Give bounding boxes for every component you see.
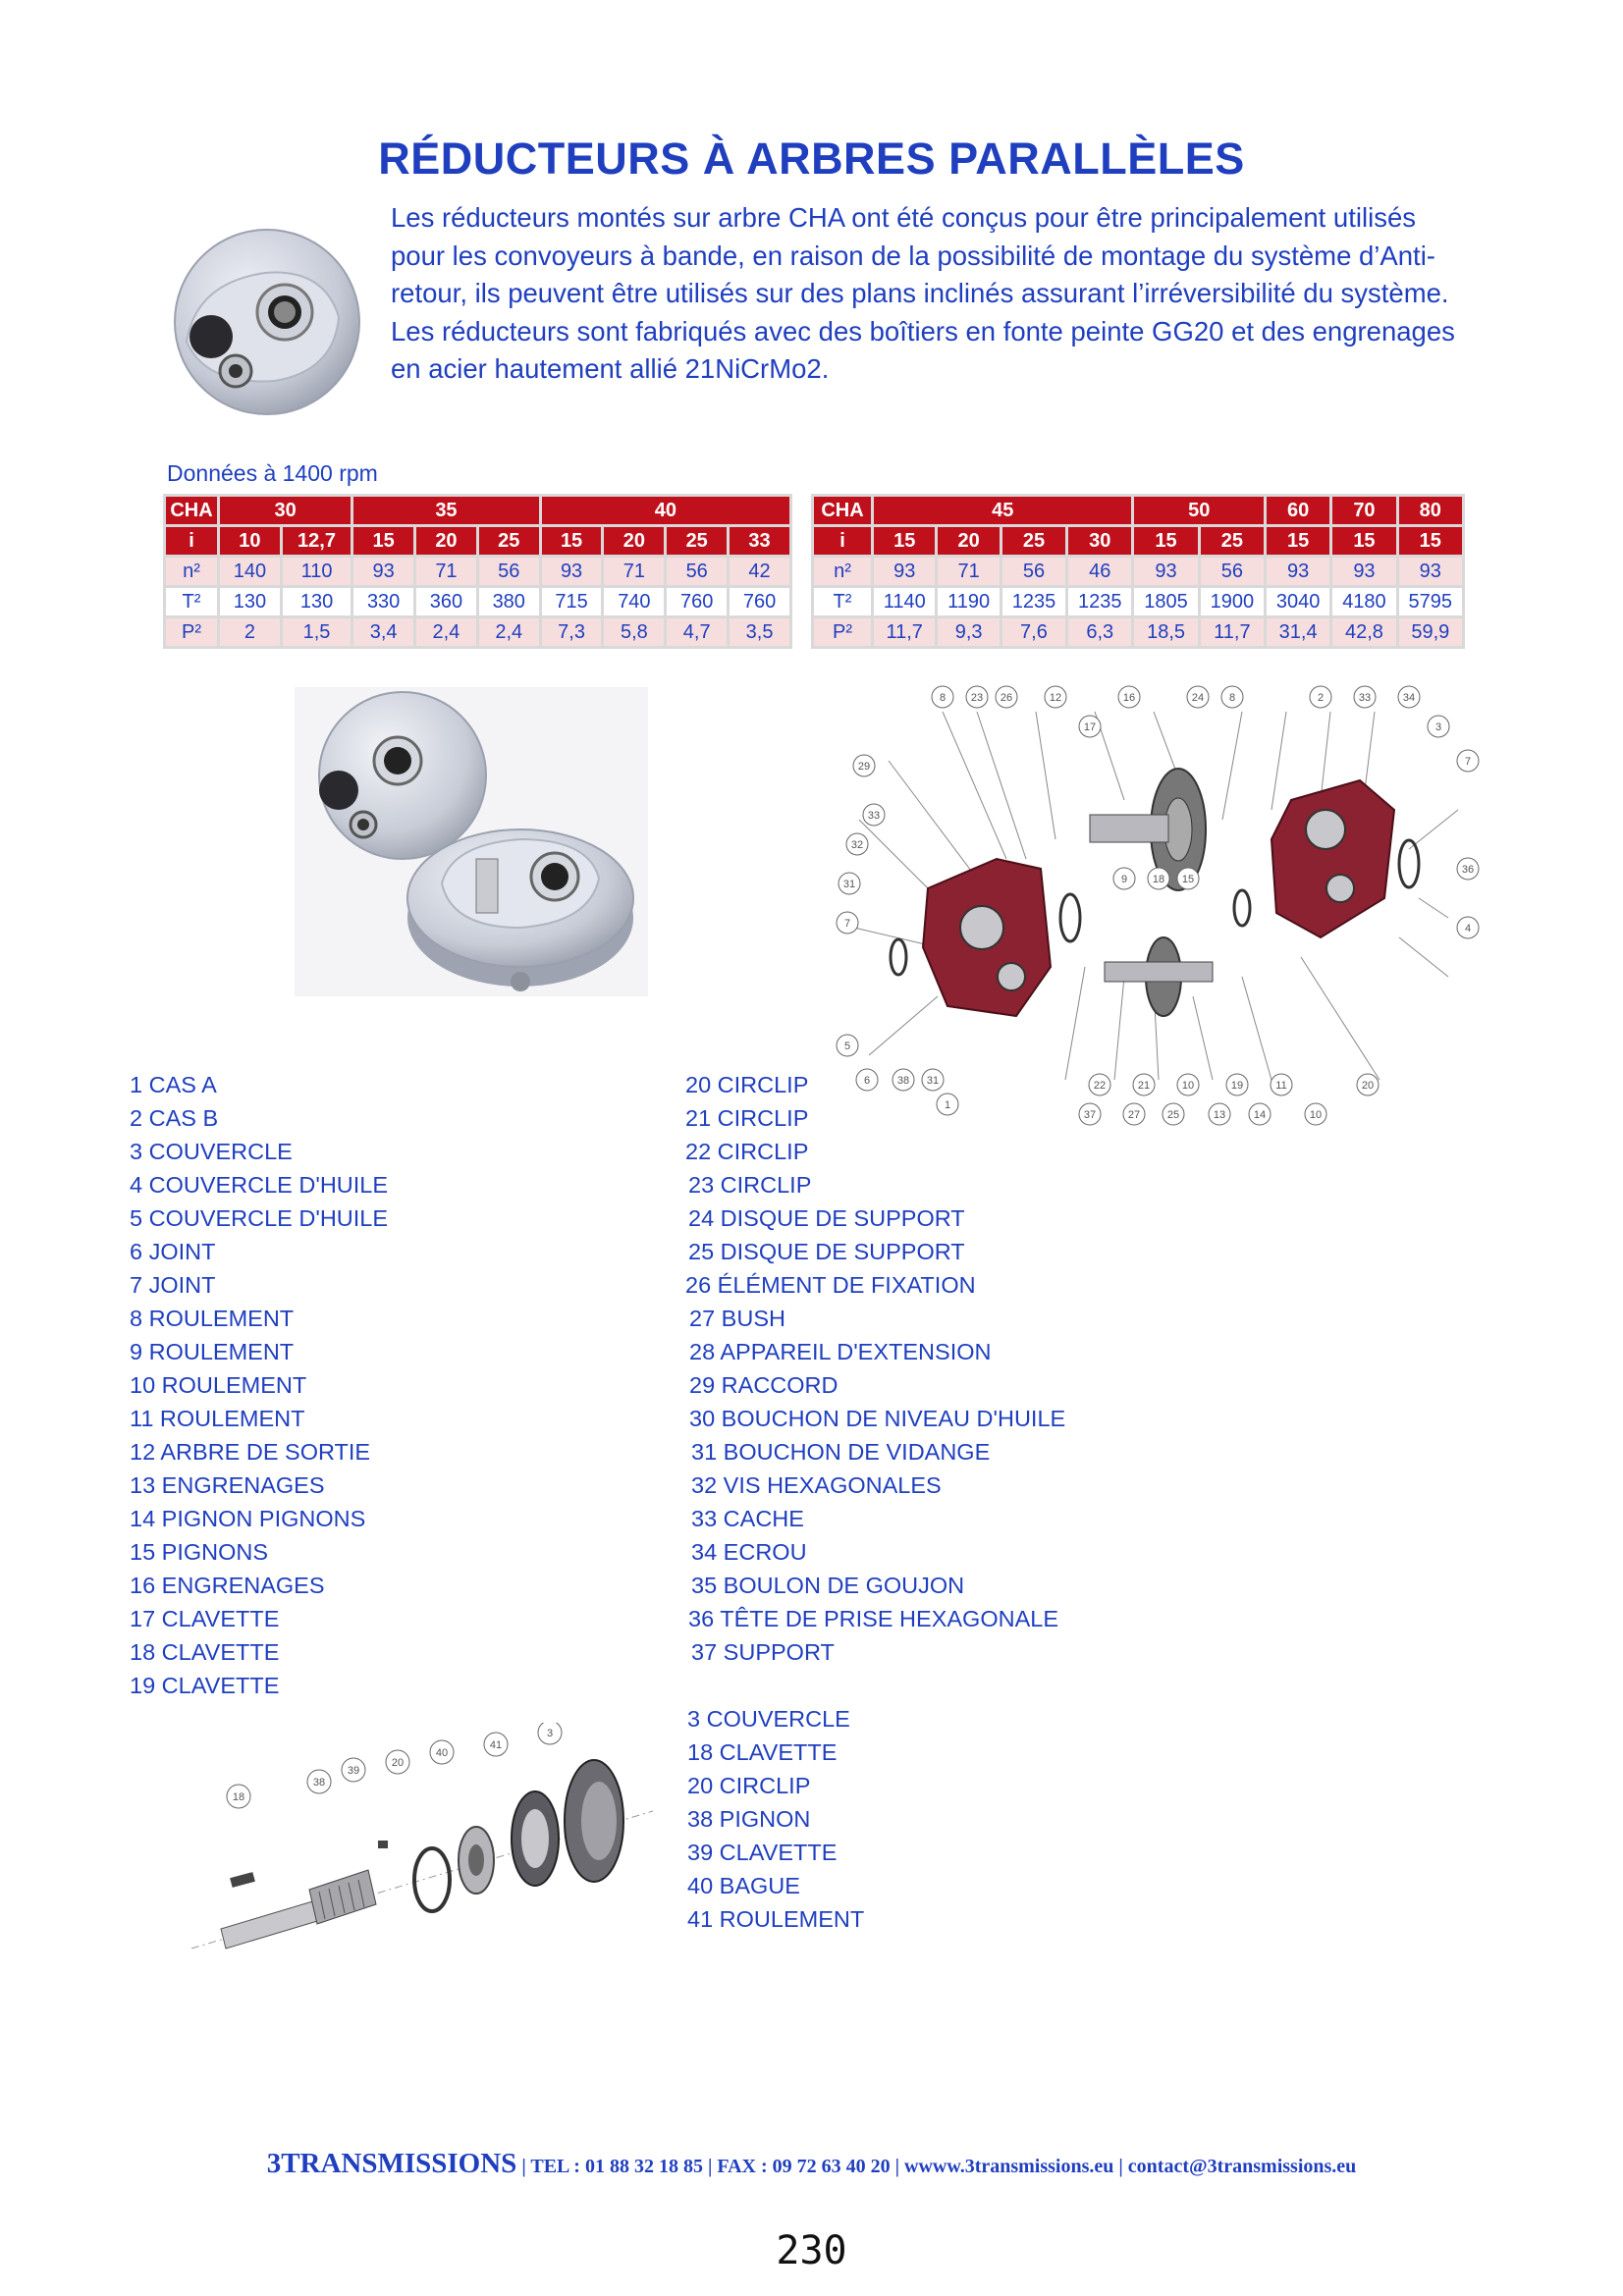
callout-label xyxy=(1457,917,1479,938)
callout-label xyxy=(1221,686,1243,708)
callout-label xyxy=(966,686,988,708)
table-cell: 9,3 xyxy=(938,618,999,646)
callout-label xyxy=(1357,1074,1379,1095)
table-cell: 3040 xyxy=(1267,588,1329,615)
svg-text:25: 25 xyxy=(1166,1109,1180,1121)
intro-paragraph xyxy=(391,199,1504,389)
list-item: 24 DISQUE DE SUPPORT xyxy=(688,1205,965,1231)
list-item: 34 ECROU xyxy=(691,1539,807,1565)
list-item: 18 CLAVETTE xyxy=(687,1739,838,1765)
footer-brand: 3TRANSMISSIONS xyxy=(266,2148,517,2179)
callout-label xyxy=(837,1035,858,1056)
table-cell: 12,7 xyxy=(283,527,351,555)
svg-text:39: 39 xyxy=(347,1765,360,1777)
svg-text:13: 13 xyxy=(1213,1109,1226,1121)
table-header-cell: CHA xyxy=(166,497,217,524)
spec-table-left xyxy=(163,494,792,649)
svg-text:7: 7 xyxy=(1464,756,1472,768)
list-item: 8 ROULEMENT xyxy=(130,1306,295,1331)
svg-text:41: 41 xyxy=(489,1739,503,1751)
table-cell: 42,8 xyxy=(1332,618,1395,646)
table-cell: 110 xyxy=(283,558,351,585)
callout-label xyxy=(1457,858,1479,880)
list-item: 26 ÉLÉMENT DE FIXATION xyxy=(685,1272,976,1298)
table-cell: 93 xyxy=(874,558,935,585)
table-cell: 330 xyxy=(353,588,413,615)
table-header-cell: 50 xyxy=(1134,497,1264,524)
list-item: 17 CLAVETTE xyxy=(130,1606,280,1631)
svg-text:32: 32 xyxy=(850,839,864,851)
svg-text:21: 21 xyxy=(1137,1080,1151,1092)
table-cell: 71 xyxy=(938,558,999,585)
table-cell: 130 xyxy=(220,588,280,615)
svg-text:27: 27 xyxy=(1127,1109,1141,1121)
callout-label xyxy=(1354,686,1376,708)
list-item: 16 ENGRENAGES xyxy=(130,1573,325,1598)
svg-text:11: 11 xyxy=(1275,1080,1287,1092)
svg-text:20: 20 xyxy=(1361,1080,1375,1092)
list-item: 2 CAS B xyxy=(130,1105,219,1131)
list-item: 27 BUSH xyxy=(689,1306,785,1331)
svg-text:38: 38 xyxy=(312,1777,326,1789)
list-item: 28 APPAREIL D'EXTENSION xyxy=(689,1339,992,1364)
list-item: 31 BOUCHON DE VIDANGE xyxy=(691,1439,991,1465)
table-cell: 1805 xyxy=(1134,588,1197,615)
table-cell: 93 xyxy=(1267,558,1329,585)
list-item: 25 DISQUE DE SUPPORT xyxy=(688,1239,965,1264)
callout-label xyxy=(1118,686,1140,708)
intro-line: Les réducteurs montés sur arbre CHA ont été conçus pour être principalement utilisés xyxy=(391,202,1416,233)
list-item: 6 JOINT xyxy=(130,1239,216,1264)
table-cell: 15 xyxy=(1399,527,1462,555)
callout-label xyxy=(1133,1074,1155,1095)
callout-label xyxy=(996,686,1017,708)
callout-label xyxy=(1209,1103,1230,1125)
table-cell: 25 xyxy=(479,527,539,555)
footer-contact xyxy=(0,2148,1623,2180)
svg-text:4: 4 xyxy=(1464,923,1472,934)
list-item: 1 CAS A xyxy=(130,1072,217,1097)
list-item: 23 CIRCLIP xyxy=(688,1172,812,1198)
svg-text:22: 22 xyxy=(1093,1080,1107,1092)
table-cell: 56 xyxy=(479,558,539,585)
table-cell: 15 xyxy=(1134,527,1197,555)
svg-text:18: 18 xyxy=(1152,874,1165,885)
callout-label xyxy=(839,873,860,894)
table-cell: 740 xyxy=(604,588,664,615)
svg-text:1: 1 xyxy=(944,1099,951,1111)
callout-label xyxy=(863,804,885,826)
table-cell: 3,5 xyxy=(730,618,789,646)
list-item: 37 SUPPORT xyxy=(691,1639,835,1665)
callout-label xyxy=(227,1785,250,1808)
callout-label xyxy=(1249,1103,1271,1125)
callout-label xyxy=(853,755,875,776)
svg-text:33: 33 xyxy=(1358,692,1372,704)
callout-label xyxy=(1226,1074,1248,1095)
list-item: 32 VIS HEXAGONALES xyxy=(691,1472,942,1498)
table-cell: 1,5 xyxy=(283,618,351,646)
callout-label xyxy=(1113,868,1135,889)
table-cell: 1235 xyxy=(1068,588,1131,615)
callout-label xyxy=(1310,686,1331,708)
svg-text:15: 15 xyxy=(1181,874,1195,885)
callout-label xyxy=(386,1750,409,1774)
svg-text:19: 19 xyxy=(1230,1080,1244,1092)
list-item: 4 COUVERCLE D'HUILE xyxy=(130,1172,389,1198)
callout-label xyxy=(837,912,858,934)
table-cell: 56 xyxy=(1201,558,1264,585)
callout-label xyxy=(538,1723,562,1744)
table-cell: 56 xyxy=(667,558,727,585)
list-item: 35 BOULON DE GOUJON xyxy=(691,1573,965,1598)
table-cell: 93 xyxy=(542,558,602,585)
row-label: T² xyxy=(814,588,871,615)
data-caption: Données à 1400 rpm xyxy=(167,460,378,486)
table-header-cell: 35 xyxy=(353,497,538,524)
svg-text:2: 2 xyxy=(1317,692,1325,704)
list-item: 5 COUVERCLE D'HUILE xyxy=(130,1205,389,1231)
table-cell: 4180 xyxy=(1332,588,1395,615)
list-item: 15 PIGNONS xyxy=(130,1539,269,1565)
svg-text:18: 18 xyxy=(232,1791,245,1803)
table-cell: 42 xyxy=(730,558,789,585)
list-item: 30 BOUCHON DE NIVEAU D'HUILE xyxy=(689,1406,1066,1431)
list-item: 18 CLAVETTE xyxy=(130,1639,280,1665)
svg-text:37: 37 xyxy=(1083,1109,1097,1121)
table-cell: 140 xyxy=(220,558,280,585)
list-item: 20 CIRCLIP xyxy=(685,1072,809,1097)
table-cell: 33 xyxy=(730,527,789,555)
table-cell: 11,7 xyxy=(874,618,935,646)
table-cell: 130 xyxy=(283,588,351,615)
svg-text:34: 34 xyxy=(1402,692,1416,704)
parts-list-kit xyxy=(687,1702,864,1936)
callout-label xyxy=(1045,686,1066,708)
table-cell: 93 xyxy=(1134,558,1197,585)
svg-text:17: 17 xyxy=(1083,721,1097,733)
list-item: 13 ENGRENAGES xyxy=(130,1472,325,1498)
table-cell: 7,6 xyxy=(1002,618,1065,646)
row-label: P² xyxy=(814,618,871,646)
row-label: i xyxy=(814,527,871,555)
page-title: RÉDUCTEURS À ARBRES PARALLÈLES xyxy=(378,133,1245,184)
table-cell: 59,9 xyxy=(1399,618,1462,646)
svg-text:23: 23 xyxy=(970,692,984,704)
table-cell: 18,5 xyxy=(1134,618,1197,646)
svg-text:38: 38 xyxy=(896,1075,910,1087)
callout-label xyxy=(1177,1074,1199,1095)
table-cell: 1190 xyxy=(938,588,999,615)
list-item: 29 RACCORD xyxy=(689,1372,839,1398)
table-cell: 380 xyxy=(479,588,539,615)
svg-text:33: 33 xyxy=(867,810,881,822)
list-item: 3 COUVERCLE xyxy=(687,1706,850,1732)
row-label: n² xyxy=(814,558,871,585)
gearbox-photo-pair xyxy=(295,687,648,996)
table-cell: 2,4 xyxy=(416,618,476,646)
svg-text:36: 36 xyxy=(1461,864,1475,876)
table-cell: 15 xyxy=(1267,527,1329,555)
svg-text:3: 3 xyxy=(546,1728,554,1739)
list-item: 7 JOINT xyxy=(130,1272,216,1298)
table-cell: 1235 xyxy=(1002,588,1065,615)
svg-text:24: 24 xyxy=(1191,692,1205,704)
svg-text:3: 3 xyxy=(1434,721,1442,733)
row-label: i xyxy=(166,527,217,555)
list-item: 20 CIRCLIP xyxy=(687,1773,811,1798)
list-item: 22 CIRCLIP xyxy=(685,1139,809,1164)
callout-label xyxy=(1271,1074,1292,1095)
table-cell: 71 xyxy=(604,558,664,585)
table-cell: 93 xyxy=(353,558,413,585)
table-cell: 15 xyxy=(353,527,413,555)
list-item: 10 ROULEMENT xyxy=(130,1372,307,1398)
row-label: P² xyxy=(166,618,217,646)
callout-label xyxy=(846,833,868,855)
table-header-cell: 60 xyxy=(1267,497,1329,524)
row-label: T² xyxy=(166,588,217,615)
spec-table-right xyxy=(811,494,1465,649)
table-cell: 25 xyxy=(1201,527,1264,555)
table-header-cell: 30 xyxy=(220,497,351,524)
table-cell: 3,4 xyxy=(353,618,413,646)
svg-text:12: 12 xyxy=(1049,692,1062,704)
list-item: 3 COUVERCLE xyxy=(130,1139,293,1164)
callout-label xyxy=(1398,686,1420,708)
table-cell: 25 xyxy=(1002,527,1065,555)
callout-label xyxy=(1079,1103,1101,1125)
table-cell: 30 xyxy=(1068,527,1131,555)
table-cell: 760 xyxy=(730,588,789,615)
svg-text:9: 9 xyxy=(1120,874,1128,885)
table-cell: 2,4 xyxy=(479,618,539,646)
table-cell: 1900 xyxy=(1201,588,1264,615)
page-number: 230 xyxy=(776,2228,847,2273)
callout-label xyxy=(1123,1103,1145,1125)
list-item: 41 ROULEMENT xyxy=(687,1906,865,1932)
list-item: 12 ARBRE DE SORTIE xyxy=(130,1439,371,1465)
callout-label xyxy=(342,1758,365,1782)
table-cell: 1140 xyxy=(874,588,935,615)
table-cell: 56 xyxy=(1002,558,1065,585)
table-cell: 25 xyxy=(667,527,727,555)
table-cell: 20 xyxy=(604,527,664,555)
list-item: 36 TÊTE DE PRISE HEXAGONALE xyxy=(688,1606,1058,1631)
table-header-cell: 70 xyxy=(1332,497,1395,524)
table-cell: 11,7 xyxy=(1201,618,1264,646)
table-cell: 2 xyxy=(220,618,280,646)
table-cell: 31,4 xyxy=(1267,618,1329,646)
svg-text:10: 10 xyxy=(1181,1080,1195,1092)
svg-text:31: 31 xyxy=(926,1075,940,1087)
table-cell: 5795 xyxy=(1399,588,1462,615)
callout-label xyxy=(1428,716,1449,737)
list-item: 38 PIGNON xyxy=(687,1806,811,1832)
table-cell: 93 xyxy=(1332,558,1395,585)
table-header-cell: 80 xyxy=(1399,497,1462,524)
table-cell: 15 xyxy=(542,527,602,555)
parts-list-right xyxy=(685,1068,1065,1669)
svg-text:14: 14 xyxy=(1253,1109,1267,1121)
intro-line: pour les convoyeurs à bande, en raison de la possibilité de montage du système d’Anti- xyxy=(391,240,1435,271)
table-cell: 7,3 xyxy=(542,618,602,646)
table-cell: 760 xyxy=(667,588,727,615)
intro-line: en acier hautement allié 21NiCrMo2. xyxy=(391,353,830,384)
list-item: 21 CIRCLIP xyxy=(685,1105,809,1131)
callout-label xyxy=(484,1733,508,1756)
list-item: 11 ROULEMENT xyxy=(130,1406,305,1431)
table-cell: 360 xyxy=(416,588,476,615)
table-cell: 4,7 xyxy=(667,618,727,646)
svg-text:29: 29 xyxy=(857,761,871,773)
table-cell: 5,8 xyxy=(604,618,664,646)
table-cell: 46 xyxy=(1068,558,1131,585)
gearbox-photo-top xyxy=(157,224,373,420)
svg-text:31: 31 xyxy=(842,879,856,890)
callout-label xyxy=(307,1770,331,1793)
callout-label xyxy=(1305,1103,1326,1125)
svg-text:8: 8 xyxy=(939,692,947,704)
svg-text:10: 10 xyxy=(1309,1109,1323,1121)
callout-label xyxy=(1163,1103,1184,1125)
table-header-cell: CHA xyxy=(814,497,871,524)
svg-text:6: 6 xyxy=(863,1075,871,1087)
footer-contact-details: | TEL : 01 88 32 18 85 | FAX : 09 72 63 40 20 | wwww.3transmissions.eu | contact@3transmissions.eu xyxy=(516,2156,1357,2177)
list-item: 40 BAGUE xyxy=(687,1873,800,1898)
table-header-cell: 45 xyxy=(874,497,1131,524)
callout-label xyxy=(1177,868,1199,889)
table-cell: 71 xyxy=(416,558,476,585)
intro-line: Les réducteurs sont fabriqués avec des boîtiers en fonte peinte GG20 et des engrenages xyxy=(391,315,1455,347)
callout-label xyxy=(1457,750,1479,772)
kit-exploded-diagram xyxy=(182,1723,673,1968)
intro-line: retour, ils peuvent être utilisés sur des plans inclinés assurant l’irréversibilité du système. xyxy=(391,278,1449,308)
list-item: 19 CLAVETTE xyxy=(130,1673,280,1698)
svg-text:26: 26 xyxy=(1000,692,1013,704)
table-cell: 15 xyxy=(1332,527,1395,555)
callout-label xyxy=(1187,686,1209,708)
list-item: 39 CLAVETTE xyxy=(687,1840,838,1865)
list-item: 14 PIGNON PIGNONS xyxy=(130,1506,366,1531)
table-header-cell: 40 xyxy=(542,497,789,524)
callout-label xyxy=(1079,716,1101,737)
svg-text:40: 40 xyxy=(435,1747,449,1759)
callout-label xyxy=(1148,868,1169,889)
table-cell: 15 xyxy=(874,527,935,555)
row-label: n² xyxy=(166,558,217,585)
svg-text:7: 7 xyxy=(843,918,851,930)
table-cell: 6,3 xyxy=(1068,618,1131,646)
table-cell: 20 xyxy=(938,527,999,555)
list-item: 9 ROULEMENT xyxy=(130,1339,295,1364)
callout-label xyxy=(1089,1074,1110,1095)
list-item: 33 CACHE xyxy=(691,1506,804,1531)
table-cell: 10 xyxy=(220,527,280,555)
svg-text:8: 8 xyxy=(1228,692,1236,704)
table-cell: 93 xyxy=(1399,558,1462,585)
callout-label xyxy=(430,1740,454,1764)
table-cell: 715 xyxy=(542,588,602,615)
svg-text:5: 5 xyxy=(843,1041,851,1052)
callout-label xyxy=(932,686,953,708)
table-cell: 20 xyxy=(416,527,476,555)
svg-text:16: 16 xyxy=(1122,692,1136,704)
svg-text:20: 20 xyxy=(391,1757,405,1769)
parts-list-left xyxy=(130,1068,388,1702)
